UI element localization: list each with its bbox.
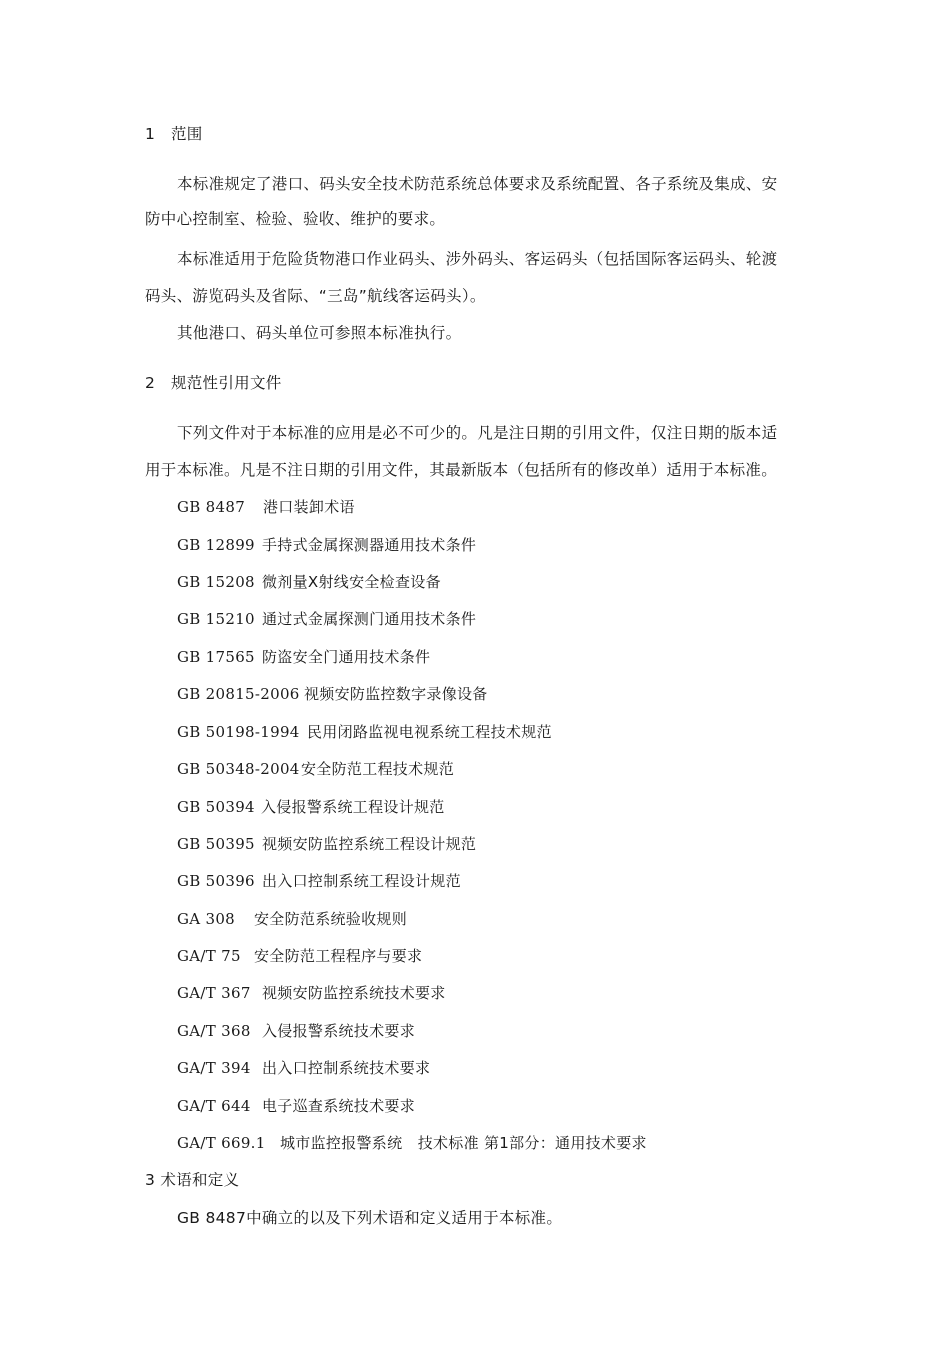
reference-title: 安全防范系统验收规则 — [254, 910, 408, 928]
reference-item — [177, 983, 446, 1003]
reference-code: GB 15208 — [177, 573, 255, 591]
reference-item — [177, 946, 422, 966]
reference-title: 安全防范工程技术规范 — [301, 760, 455, 778]
reference-item — [177, 1021, 415, 1041]
reference-item — [177, 759, 454, 779]
reference-title: 城市监控报警系统 技术标准 第1部分：通用技术要求 — [280, 1134, 647, 1152]
section-1-paragraph-3: 其他港口、码头单位可参照本标准执行。 — [177, 324, 462, 342]
reference-item — [177, 722, 552, 742]
reference-item — [177, 684, 488, 704]
reference-item — [177, 1096, 415, 1116]
reference-item — [177, 909, 407, 929]
reference-item — [177, 497, 355, 517]
reference-code: GA 308 — [177, 910, 236, 928]
reference-title: 港口装卸术语 — [263, 498, 355, 516]
reference-title: 视频安防监控数字录像设备 — [304, 685, 488, 703]
reference-code: GA/T 368 — [177, 1022, 251, 1040]
reference-code: GA/T 394 — [177, 1059, 251, 1077]
section-2-paragraph-1-line-1: 下列文件对于本标准的应用是必不可少的。凡是注日期的引用文件，仅注日期的版本适 — [177, 424, 778, 442]
reference-item — [177, 834, 476, 854]
reference-title: 电子巡查系统技术要求 — [262, 1097, 416, 1115]
reference-code: GB 20815-2006 — [177, 685, 300, 703]
reference-title: 出入口控制系统技术要求 — [262, 1059, 431, 1077]
section-1-paragraph-2-line-2: 码头、游览码头及省际、“三岛”航线客运码头）。 — [145, 287, 486, 305]
reference-title: 微剂量X射线安全检查设备 — [262, 573, 441, 591]
reference-code: GB 50394 — [177, 798, 255, 816]
reference-item — [177, 1133, 647, 1153]
reference-code: GA/T 644 — [177, 1097, 251, 1115]
section-3-paragraph-1: GB 8487中确立的以及下列术语和定义适用于本标准。 — [177, 1209, 563, 1227]
reference-code: GB 50396 — [177, 872, 255, 890]
reference-item — [177, 572, 441, 592]
reference-code: GB 50198-1994 — [177, 723, 300, 741]
reference-title: 出入口控制系统工程设计规范 — [262, 872, 461, 890]
reference-title: 防盗安全门通用技术条件 — [262, 648, 431, 666]
reference-code: GA/T 367 — [177, 984, 251, 1002]
reference-title: 手持式金属探测器通用技术条件 — [262, 536, 477, 554]
section-1-paragraph-1-line-1: 本标准规定了港口、码头安全技术防范系统总体要求及系统配置、各子系统及集成、安 — [177, 175, 778, 193]
reference-item — [177, 871, 461, 891]
reference-item — [177, 1058, 430, 1078]
reference-title: 视频安防监控系统技术要求 — [262, 984, 446, 1002]
reference-code: GB 50348-2004 — [177, 760, 300, 778]
reference-title: 入侵报警系统工程设计规范 — [261, 798, 445, 816]
section-2-paragraph-1-line-2: 用于本标准。凡是不注日期的引用文件，其最新版本（包括所有的修改单）适用于本标准。 — [145, 461, 778, 479]
section-2-heading: 2 规范性引用文件 — [145, 374, 282, 392]
reference-title: 通过式金属探测门通用技术条件 — [262, 610, 477, 628]
reference-code: GB 8487 — [177, 498, 246, 516]
reference-code: GB 17565 — [177, 648, 255, 666]
reference-code: GB 12899 — [177, 536, 255, 554]
reference-item — [177, 797, 445, 817]
reference-title: 民用闭路监视电视系统工程技术规范 — [307, 723, 552, 741]
section-1-heading: 1 范围 — [145, 125, 203, 143]
section-1-paragraph-1-line-2: 防中心控制室、检验、验收、维护的要求。 — [145, 210, 446, 228]
reference-item — [177, 647, 430, 667]
reference-code: GA/T 669.1 — [177, 1134, 266, 1152]
reference-code: GB 15210 — [177, 610, 255, 628]
reference-title: 视频安防监控系统工程设计规范 — [262, 835, 477, 853]
section-3-heading: 3 术语和定义 — [145, 1171, 240, 1189]
reference-title: 入侵报警系统技术要求 — [262, 1022, 416, 1040]
section-1-paragraph-2-line-1: 本标准适用于危险货物港口作业码头、涉外码头、客运码头（包括国际客运码头、轮渡 — [177, 250, 778, 268]
reference-item — [177, 535, 476, 555]
reference-code: GA/T 75 — [177, 947, 241, 965]
reference-code: GB 50395 — [177, 835, 255, 853]
reference-item — [177, 609, 476, 629]
reference-title: 安全防范工程程序与要求 — [254, 947, 423, 965]
